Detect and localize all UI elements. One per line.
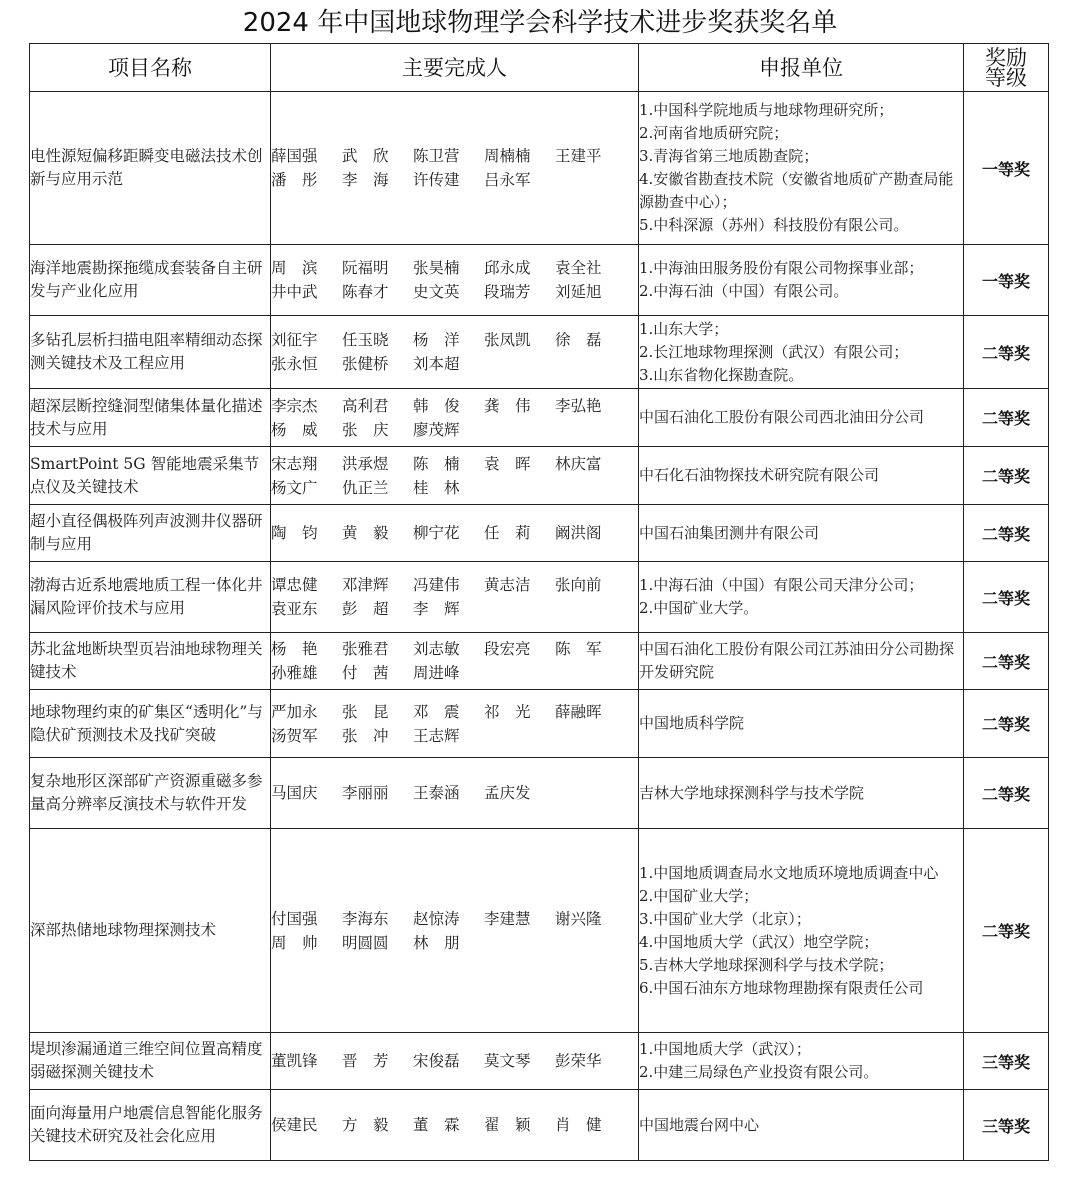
table-row <box>30 505 1049 562</box>
contributor-name: 孟庆发 <box>484 784 531 802</box>
header-row <box>30 44 1049 92</box>
table-row <box>30 316 1049 389</box>
award-level: 二等奖 <box>964 316 1049 389</box>
contributor-name: 陈春才 <box>342 283 389 301</box>
contributor-line <box>271 418 638 442</box>
table-row <box>30 829 1049 1033</box>
unit-line: 4.中国地质大学（武汉）地空学院； <box>639 932 879 951</box>
unit-line: 中石化石油物探技术研究院有限公司 <box>639 466 880 484</box>
contributor-name: 袁 晖 <box>484 454 531 473</box>
contributor-line <box>271 394 638 418</box>
applicant-unit <box>639 447 964 505</box>
contributor-name: 高利君 <box>342 396 389 415</box>
unit-line: 6.中国石油东方地球物理勘探有限责任公司 <box>639 978 924 997</box>
header-award-line2: 等级 <box>985 65 1027 90</box>
main-contributors <box>271 505 639 562</box>
contributor-name: 袁全社 <box>555 259 602 277</box>
contributor-name: 桂 林 <box>413 478 460 497</box>
table-row <box>30 1033 1049 1090</box>
unit-line: 1.中国地质调查局水文地质环境地质调查中心 <box>639 863 939 882</box>
contributor-line <box>271 1113 638 1137</box>
unit-line: 中国石油化工股份有限公司西北油田分公司 <box>639 408 925 426</box>
contributor-name: 刘征宇 <box>271 331 318 349</box>
award-level: 一等奖 <box>964 245 1049 316</box>
contributor-name: 杨文广 <box>271 478 318 497</box>
page-title: 2024 年中国地球物理学会科学技术进步奖获奖名单 <box>242 8 838 38</box>
contributor-name: 王泰涵 <box>413 784 460 802</box>
contributor-name: 阮福明 <box>342 259 389 277</box>
contributor-name: 周楠楠 <box>484 147 531 165</box>
main-contributors <box>271 1090 639 1161</box>
unit-line: 中国石油集团测井有限公司 <box>639 523 820 542</box>
table-row <box>30 245 1049 316</box>
unit-line: 吉林大学地球探测科学与技术学院 <box>639 783 865 802</box>
contributor-line <box>271 724 638 748</box>
award-level: 二等奖 <box>964 829 1049 1033</box>
contributor-name: 邓津辉 <box>342 576 389 594</box>
contributor-name: 许传建 <box>413 171 460 189</box>
contributor-name: 赵惊涛 <box>413 909 460 928</box>
contributor-name: 廖茂辉 <box>413 420 460 439</box>
award-level: 二等奖 <box>964 389 1049 447</box>
main-contributors <box>271 690 639 758</box>
unit-line: 中国地质科学院 <box>639 714 745 732</box>
main-contributors <box>271 758 639 829</box>
contributor-name: 肖 健 <box>555 1116 602 1134</box>
contributor-name: 冯建伟 <box>413 576 460 594</box>
table-row <box>30 633 1049 690</box>
contributor-name: 祁 光 <box>484 702 531 721</box>
contributor-name: 陈卫营 <box>413 147 460 165</box>
contributor-name: 谭忠健 <box>271 576 318 594</box>
main-contributors <box>271 633 639 690</box>
contributor-name: 张向前 <box>555 576 602 594</box>
contributor-name: 晋 芳 <box>342 1052 389 1070</box>
contributor-name: 杨 艳 <box>271 640 318 658</box>
contributor-line <box>271 1049 638 1073</box>
award-level: 二等奖 <box>964 758 1049 829</box>
project-name: 堤坝渗漏通道三维空间位置高精度弱磁探测关键技术 <box>30 1033 271 1090</box>
contributor-name: 李 辉 <box>413 600 460 618</box>
contributor-name: 李宗杰 <box>271 396 318 415</box>
contributor-line <box>271 521 638 545</box>
contributor-line <box>271 597 638 621</box>
project-name: 海洋地震勘探拖缆成套装备自主研发与产业化应用 <box>30 245 271 316</box>
project-name: 多钻孔层析扫描电阻率精细动态探测关键技术及工程应用 <box>30 316 271 389</box>
contributor-name: 任玉晓 <box>342 331 389 349</box>
contributor-name: 付 茜 <box>342 664 389 682</box>
applicant-unit <box>639 1033 964 1090</box>
contributor-name: 李海东 <box>342 909 389 928</box>
applicant-unit <box>639 92 964 245</box>
contributor-name: 柳宁花 <box>413 524 460 542</box>
contributor-name: 王建平 <box>555 147 602 165</box>
project-name: 超小直径偶极阵列声波测井仪器研制与应用 <box>30 505 271 562</box>
contributor-name: 莫文琴 <box>484 1052 531 1070</box>
contributor-line <box>271 700 638 724</box>
unit-line: 4.安徽省勘查技术院（安徽省地质矿产勘查局能源勘查中心）； <box>639 170 954 211</box>
contributor-name: 明圆圆 <box>342 933 389 952</box>
contributor-line <box>271 452 638 476</box>
contributor-name: 付国强 <box>271 909 318 928</box>
main-contributors <box>271 389 639 447</box>
contributor-line <box>271 931 638 955</box>
contributor-name: 汤贺军 <box>271 726 318 745</box>
award-level: 二等奖 <box>964 633 1049 690</box>
project-name: SmartPoint 5G 智能地震采集节点仪及关键技术 <box>30 447 271 505</box>
contributor-name: 翟 颖 <box>484 1116 531 1134</box>
contributor-name: 史文英 <box>413 283 460 301</box>
applicant-unit <box>639 562 964 633</box>
unit-line: 2.河南省地质研究院； <box>639 124 789 142</box>
project-name: 深部热储地球物理探测技术 <box>30 829 271 1033</box>
contributor-name: 林 朋 <box>413 933 460 952</box>
contributor-name: 彭 超 <box>342 600 389 618</box>
contributor-name: 李丽丽 <box>342 784 389 802</box>
unit-line: 2.中国矿业大学。 <box>639 599 759 617</box>
unit-line: 2.中建三局绿色产业投资有限公司。 <box>639 1063 879 1081</box>
contributor-name: 宋俊磊 <box>413 1052 460 1070</box>
applicant-unit <box>639 245 964 316</box>
unit-line: 2.中海石油（中国）有限公司。 <box>639 282 849 300</box>
award-level: 二等奖 <box>964 690 1049 758</box>
table-row <box>30 92 1049 245</box>
contributor-name: 宋志翔 <box>271 454 318 473</box>
applicant-unit <box>639 758 964 829</box>
contributor-name: 黄 毅 <box>342 524 389 542</box>
contributor-name: 邱永成 <box>484 259 531 277</box>
contributor-name: 谢兴隆 <box>555 909 602 928</box>
contributor-name: 武 欣 <box>342 147 389 165</box>
contributor-name: 薛融晖 <box>555 702 602 721</box>
contributor-name: 张凤凯 <box>484 331 531 349</box>
project-name: 苏北盆地断块型页岩油地球物理关键技术 <box>30 633 271 690</box>
contributor-name: 张 庆 <box>342 420 389 439</box>
contributor-name: 仇正兰 <box>342 478 389 497</box>
table-row <box>30 389 1049 447</box>
contributor-name: 韩 俊 <box>413 396 460 415</box>
award-level: 二等奖 <box>964 562 1049 633</box>
contributor-name: 严加永 <box>271 702 318 721</box>
awards-table <box>29 43 1049 1161</box>
contributor-line <box>271 256 638 280</box>
unit-line: 3.山东省物化探勘查院。 <box>639 365 804 384</box>
project-name: 地球物理约束的矿集区“透明化”与隐伏矿预测技术及找矿突破 <box>30 690 271 758</box>
applicant-unit <box>639 690 964 758</box>
contributor-name: 周 滨 <box>271 259 318 277</box>
award-level: 二等奖 <box>964 505 1049 562</box>
unit-line: 中国地震台网中心 <box>639 1115 760 1134</box>
table-row <box>30 758 1049 829</box>
contributor-name: 刘志敏 <box>413 640 460 658</box>
contributor-name: 刘延旭 <box>555 283 602 301</box>
table-row <box>30 447 1049 505</box>
contributor-name: 周进峰 <box>413 664 460 682</box>
contributor-name: 孙雅雄 <box>271 664 318 682</box>
unit-line: 中国石油化工股份有限公司江苏油田分公司勘探开发研究院 <box>639 640 955 681</box>
main-contributors <box>271 447 639 505</box>
contributor-name: 吕永军 <box>484 171 531 189</box>
contributor-name: 林庆富 <box>555 454 602 473</box>
contributor-line <box>271 573 638 597</box>
contributor-name: 段瑞芳 <box>484 283 531 301</box>
unit-line: 1.中海油田服务股份有限公司物探事业部； <box>639 259 924 277</box>
main-contributors <box>271 562 639 633</box>
unit-line: 5.吉林大学地球探测科学与技术学院； <box>639 955 894 974</box>
contributor-name: 袁亚东 <box>271 600 318 618</box>
contributor-name: 杨 洋 <box>413 331 460 349</box>
applicant-unit <box>639 505 964 562</box>
contributor-line <box>271 476 638 500</box>
contributor-name: 彭荣华 <box>555 1052 602 1070</box>
contributor-name: 陈 军 <box>555 640 602 658</box>
unit-line: 3.青海省第三地质勘查院； <box>639 147 819 165</box>
contributor-name: 周 帅 <box>271 933 318 952</box>
unit-line: 3.中国矿业大学（北京）； <box>639 909 811 928</box>
contributor-name: 刘本超 <box>413 355 460 373</box>
project-name: 面向海量用户地震信息智能化服务关键技术研究及社会化应用 <box>30 1090 271 1161</box>
header-award <box>964 44 1049 92</box>
contributor-name: 薛国强 <box>271 147 318 165</box>
project-name: 电性源短偏移距瞬变电磁法技术创新与应用示范 <box>30 92 271 245</box>
award-level: 一等奖 <box>964 92 1049 245</box>
table-body <box>30 92 1049 1161</box>
unit-line: 1.中海石油（中国）有限公司天津分公司； <box>639 576 924 594</box>
contributor-name: 杨 威 <box>271 420 318 439</box>
contributor-line <box>271 352 638 376</box>
contributor-name: 张雅君 <box>342 640 389 658</box>
unit-line: 1.中国地质大学（武汉）； <box>639 1040 811 1058</box>
main-contributors <box>271 92 639 245</box>
project-name: 渤海古近系地震地质工程一体化井漏风险评价技术与应用 <box>30 562 271 633</box>
unit-line: 1.山东大学； <box>639 319 729 338</box>
contributor-line <box>271 168 638 192</box>
unit-line: 2.中国矿业大学； <box>639 886 759 905</box>
contributor-line <box>271 328 638 352</box>
main-contributors <box>271 829 639 1033</box>
contributor-name: 洪承煜 <box>342 454 389 473</box>
main-contributors <box>271 1033 639 1090</box>
contributor-name: 阚洪阁 <box>555 524 602 542</box>
contributor-name: 李弘艳 <box>555 396 602 415</box>
main-contributors <box>271 245 639 316</box>
table-row <box>30 562 1049 633</box>
contributor-line <box>271 781 638 805</box>
contributor-name: 张健桥 <box>342 355 389 373</box>
header-project: 项目名称 <box>30 44 271 92</box>
unit-line: 1.中国科学院地质与地球物理研究所； <box>639 101 894 119</box>
award-level: 三等奖 <box>964 1090 1049 1161</box>
applicant-unit <box>639 1090 964 1161</box>
contributor-name: 侯建民 <box>271 1116 318 1134</box>
contributor-line <box>271 280 638 304</box>
applicant-unit <box>639 389 964 447</box>
contributor-name: 任 莉 <box>484 524 531 542</box>
contributor-line <box>271 637 638 661</box>
unit-line: 2.长江地球物理探测（武汉）有限公司； <box>639 342 909 361</box>
contributor-name: 段宏亮 <box>484 640 531 658</box>
contributor-name: 黄志洁 <box>484 576 531 594</box>
project-name: 复杂地形区深部矿产资源重磁多参量高分辨率反演技术与软件开发 <box>30 758 271 829</box>
contributor-name: 李建慧 <box>484 909 531 928</box>
contributor-name: 王志辉 <box>413 726 460 745</box>
contributor-name: 李 海 <box>342 171 389 189</box>
contributor-line <box>271 144 638 168</box>
contributor-name: 潘 彤 <box>271 171 318 189</box>
contributor-name: 张永恒 <box>271 355 318 373</box>
contributor-name: 马国庆 <box>271 784 318 802</box>
applicant-unit <box>639 633 964 690</box>
contributor-line <box>271 907 638 931</box>
contributor-name: 张 冲 <box>342 726 389 745</box>
table-row <box>30 690 1049 758</box>
contributor-name: 邓 震 <box>413 702 460 721</box>
contributor-name: 陶 钧 <box>271 524 318 542</box>
contributor-name: 张昊楠 <box>413 259 460 277</box>
table-row <box>30 1090 1049 1161</box>
unit-line: 5.中科深源（苏州）科技股份有限公司。 <box>639 216 909 234</box>
contributor-name: 方 毅 <box>342 1116 389 1134</box>
applicant-unit <box>639 316 964 389</box>
header-people: 主要完成人 <box>271 44 639 92</box>
award-level: 二等奖 <box>964 447 1049 505</box>
contributor-name: 张 昆 <box>342 702 389 721</box>
contributor-line <box>271 661 638 685</box>
contributor-name: 董 霖 <box>413 1116 460 1134</box>
contributor-name: 井中武 <box>271 283 318 301</box>
contributor-name: 陈 楠 <box>413 454 460 473</box>
contributor-name: 徐 磊 <box>555 331 602 349</box>
contributor-name: 龚 伟 <box>484 396 531 415</box>
applicant-unit <box>639 829 964 1033</box>
main-contributors <box>271 316 639 389</box>
project-name: 超深层断控缝洞型储集体量化描述技术与应用 <box>30 389 271 447</box>
contributor-name: 董凯锋 <box>271 1052 318 1070</box>
header-award-line1: 奖励 <box>985 45 1027 70</box>
award-level: 三等奖 <box>964 1033 1049 1090</box>
header-unit: 申报单位 <box>639 44 964 92</box>
